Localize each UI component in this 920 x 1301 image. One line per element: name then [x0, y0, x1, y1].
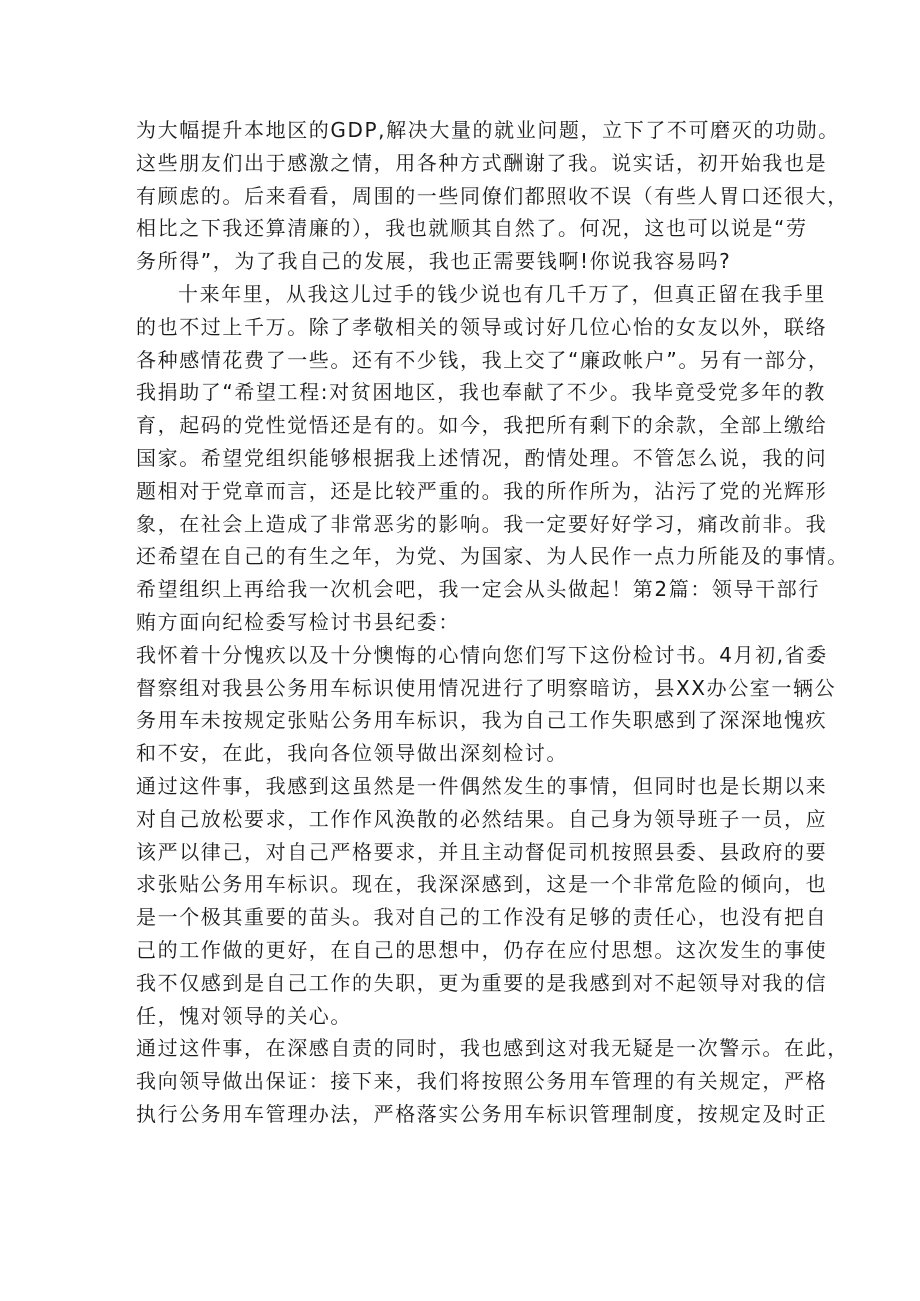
- text-line-content: 通过这件事，我感到这虽然是一件偶然发生的事情，但同时也是长期以来: [136, 773, 828, 798]
- text-line: [136, 606, 796, 639]
- text-line: [136, 672, 837, 705]
- text-line-content: 希望组织上再给我一次机会吧，我一定会从头做起！第2篇：领导干部行: [136, 577, 820, 602]
- text-line: [136, 639, 828, 672]
- text-line-content: 任，愧对领导的关心。: [136, 1003, 352, 1028]
- text-line-content: 务所得”，为了我自己的发展，我也正需要钱啊!你说我容易吗?: [136, 249, 732, 274]
- text-line-content: 我向领导做出保证：接下来，我们将按照公务用车管理的有关规定，严格: [136, 1069, 828, 1094]
- text-line: [136, 212, 808, 245]
- text-line-content: 象，在社会上造成了非常恶劣的影响。我一定要好好学习，痛改前非。我: [136, 511, 828, 536]
- text-line-content: 还希望在自己的有生之年，为党、为国家、为人民作一点力所能及的事情。: [136, 544, 849, 569]
- text-line-content: 有顾虑的。后来看看，周围的一些同僚们都照收不误（有些人胃口还很大，: [136, 183, 849, 208]
- text-line-content: 督察组对我县公务用车标识使用情况进行了明察暗访，县XX办公室一辆公: [136, 675, 837, 700]
- text-line: [136, 1000, 796, 1033]
- text-line: [136, 901, 828, 934]
- text-line-content: 十来年里，从我这儿过手的钱少说也有几千万了，但真正留在我手里: [178, 281, 826, 306]
- document-body: [136, 114, 849, 1131]
- text-line: [136, 508, 828, 541]
- text-line: [136, 376, 826, 409]
- text-line: [136, 737, 796, 770]
- text-line-content: 我不仅感到是自己工作的失职，更为重要的是我感到对不起领导对我的信: [136, 970, 828, 995]
- text-line: [136, 442, 828, 475]
- text-line: [136, 344, 830, 377]
- text-line: [136, 704, 828, 737]
- text-line-content: 我捐助了“希望工程:对贫困地区，我也奉献了不少。我毕竟受党多年的教: [136, 380, 826, 405]
- text-line-content: 我怀着十分愧疚以及十分懊悔的心情向您们写下这份检讨书。4月初,省委: [136, 642, 828, 667]
- text-line: [136, 967, 828, 1000]
- text-line: [136, 180, 849, 213]
- text-line: [136, 770, 828, 803]
- text-line-content: 国家。希望党组织能够根据我上述情况，酌情处理。不管怎么说，我的问: [136, 445, 828, 470]
- text-line-content: 务用车未按规定张贴公务用车标识，我为自己工作失职感到了深深地愧疚: [136, 708, 828, 733]
- text-line: [136, 540, 849, 573]
- text-line-content: 执行公务用车管理办法，严格落实公务用车标识管理制度，按规定及时正: [136, 1101, 828, 1126]
- text-line-content: 题相对于党章而言，还是比较严重的。我的所作所为，沾污了党的光辉形: [136, 478, 828, 503]
- text-line: [136, 147, 828, 180]
- text-line: [136, 1065, 828, 1098]
- text-line: [136, 1098, 828, 1131]
- text-line: [136, 114, 840, 147]
- text-line-content: 这些朋友们出于感激之情，用各种方式酬谢了我。说实话，初开始我也是: [136, 150, 828, 175]
- text-line-content: 对自己放松要求，工作作风涣散的必然结果。自己身为领导班子一员，应: [136, 806, 828, 831]
- text-line-content: 和不安，在此，我向各位领导做出深刻检讨。: [136, 741, 568, 766]
- text-line-content: 相比之下我还算清廉的），我也就顺其自然了。何况，这也可以说是“劳: [136, 216, 808, 241]
- text-line: [136, 278, 826, 311]
- text-line-content: 的也不过上千万。除了孝敬相关的领导或讨好几位心怡的女友以外，联络: [136, 314, 828, 339]
- text-line: [136, 311, 828, 344]
- text-line: [136, 868, 828, 901]
- text-line-content: 育，起码的党性觉悟还是有的。如今，我把所有剩下的余款，全部上缴给: [136, 413, 828, 438]
- text-line: [136, 934, 828, 967]
- text-line-content: 通过这件事，在深感自责的同时，我也感到这对我无疑是一次警示。在此，: [136, 1036, 849, 1061]
- text-line-content: 求张贴公务用车标识。现在，我深深感到，这是一个非常危险的倾向，也: [136, 872, 828, 897]
- text-line-content: 是一个极其重要的苗头。我对自己的工作没有足够的责任心，也没有把自: [136, 905, 828, 930]
- text-line: [136, 803, 828, 836]
- text-line: [136, 245, 796, 278]
- text-line: [136, 1032, 849, 1065]
- text-line-content: 该严以律己，对自己严格要求，并且主动督促司机按照县委、县政府的要: [136, 839, 828, 864]
- text-line: [136, 409, 828, 442]
- text-line: [136, 836, 828, 869]
- text-line-content: 各种感情花费了一些。还有不少钱，我上交了“廉政帐户”。另有一部分，: [136, 347, 830, 372]
- text-line: [136, 475, 828, 508]
- text-line: [136, 573, 820, 606]
- text-line-content: 为大幅提升本地区的GDP,解决大量的就业问题，立下了不可磨灭的功勋。: [136, 118, 840, 142]
- text-line-content: 贿方面向纪检委写检讨书县纪委：: [136, 609, 460, 634]
- text-line-content: 己的工作做的更好，在自己的思想中，仍存在应付思想。这次发生的事使: [136, 937, 828, 962]
